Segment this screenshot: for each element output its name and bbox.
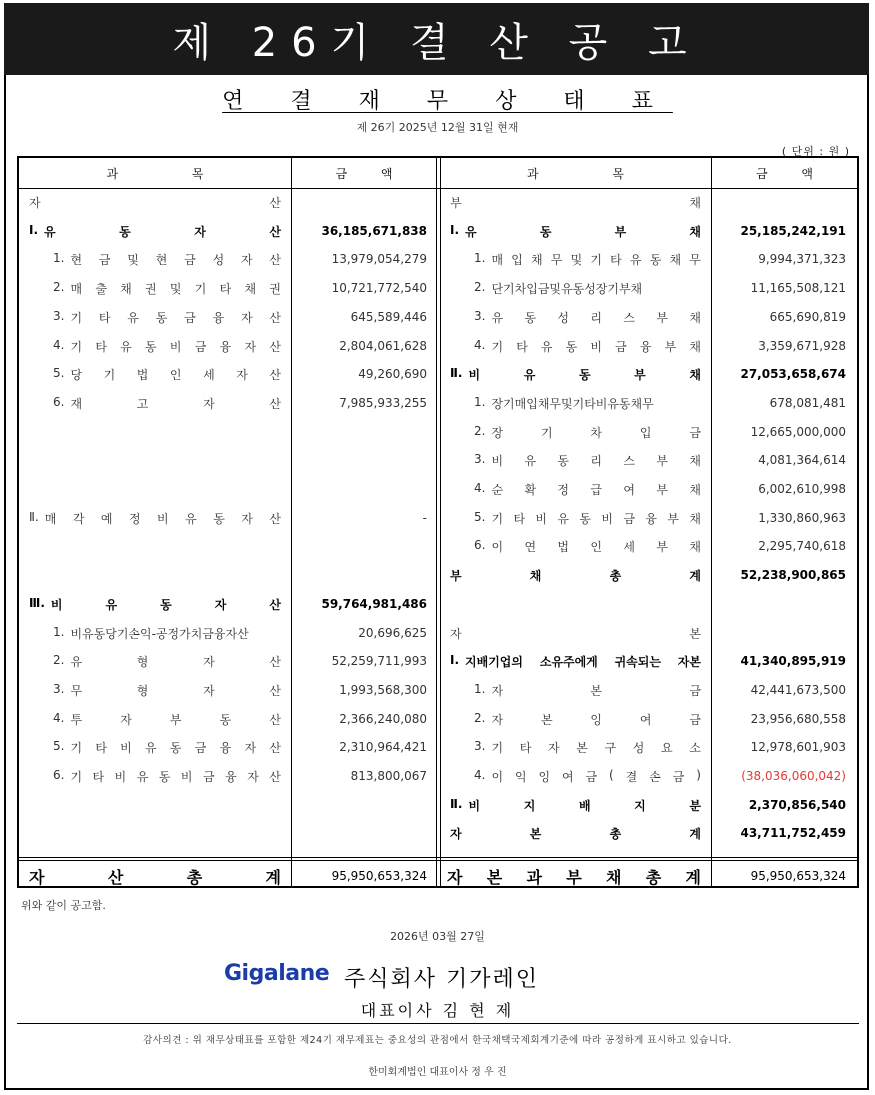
- label-text: 부 채 총 계: [450, 569, 701, 584]
- label-text: 현 금 및 현 금 성 자 산: [70, 253, 281, 268]
- asset-item-label: [29, 223, 281, 240]
- label-prefix: 4.: [474, 481, 486, 495]
- liab-equity-total-label: [447, 865, 701, 887]
- header-left-amount: [292, 158, 436, 188]
- label-prefix: Ⅲ.: [29, 595, 45, 610]
- period-line: 제 26기 2025년 12월 31일 현재: [356, 121, 519, 134]
- liability-item-amount: 2,295,740,618: [758, 539, 846, 554]
- header-right-amount-text: 금 액: [756, 166, 813, 181]
- liability-item-amount: 665,690,819: [769, 309, 846, 324]
- label-text: 비 유 동 리 스 부 채: [491, 454, 701, 469]
- label-text: 투 자 부 동 산: [70, 712, 281, 727]
- label-text: 자 본 금: [491, 683, 701, 698]
- company-logo: Gigalane: [224, 961, 330, 986]
- label-prefix: 1.: [474, 394, 486, 409]
- label-text: 기 타 비 유 동 비 금 융 자 산: [70, 770, 281, 784]
- header-right-amount: [712, 158, 857, 188]
- liability-item-label: [474, 711, 701, 728]
- label-text: 기 타 유 동 비 금 융 자 산: [70, 339, 281, 354]
- unit-label: ( 단위 : 원 ): [781, 145, 850, 158]
- label-text: 자 본 잉 여 금: [491, 712, 701, 727]
- label-text: 지배기업의 소유주에게 귀속되는 자본: [465, 655, 701, 670]
- label-text: 순 확 정 급 여 부 채: [491, 483, 701, 497]
- asset-item-label: [53, 653, 281, 670]
- liability-item-label: [450, 653, 701, 670]
- balance-sheet-table: [17, 156, 859, 888]
- label-prefix: 3.: [53, 681, 65, 696]
- asset-item-amount: 2,804,061,628: [339, 338, 427, 353]
- asset-item-label: [53, 395, 281, 412]
- label-text: 매 출 채 권 및 기 타 채 권: [70, 282, 281, 297]
- asset-item-label: [53, 366, 281, 383]
- liability-item-label: [474, 338, 701, 355]
- label-prefix: 2.: [53, 653, 65, 668]
- asset-item-label: [29, 596, 281, 613]
- label-text: 재 고 자 산: [70, 396, 281, 411]
- label-prefix: 4.: [474, 337, 486, 352]
- label-prefix: Ⅰ.: [450, 222, 460, 237]
- label-text: 유 동 부 채: [465, 224, 701, 239]
- label-text: 기 타 자 본 구 성 요 소: [491, 741, 701, 756]
- liability-item-label: [474, 395, 701, 412]
- label-text: 유 동 자 산: [44, 224, 281, 239]
- label-prefix: 4.: [53, 710, 65, 725]
- asset-item-amount: 13,979,054,279: [331, 252, 427, 267]
- liability-item-label: [474, 768, 701, 785]
- label-prefix: Ⅱ.: [450, 366, 463, 381]
- asset-item-label: [53, 682, 281, 699]
- liability-item-amount: 41,340,895,919: [740, 654, 846, 669]
- asset-item-label: [53, 739, 281, 756]
- liability-item-label: [474, 309, 701, 326]
- liability-item-amount: 42,441,673,500: [750, 682, 846, 697]
- label-prefix: 2.: [474, 710, 486, 725]
- liability-item-amount: 23,956,680,558: [750, 711, 846, 726]
- label-prefix: 5.: [474, 509, 486, 524]
- asset-item-label: [53, 251, 281, 268]
- header-left-item: [19, 158, 291, 188]
- label-text: 매 입 채 무 및 기 타 유 동 채 무: [491, 253, 701, 268]
- liability-item-label: [450, 625, 701, 642]
- liability-item-amount: (38,036,060,042): [741, 769, 846, 783]
- liability-item-label: [474, 538, 701, 555]
- label-text: 자 본: [450, 626, 701, 641]
- liability-item-amount: 6,002,610,998: [758, 482, 846, 496]
- company-name: 주식회사 기가레인: [344, 967, 540, 992]
- liability-item-amount: 3,359,671,928: [758, 338, 846, 353]
- total-rule: [19, 860, 857, 861]
- label-prefix: 1.: [474, 251, 486, 266]
- label-text: 기 타 비 유 동 금 융 자 산: [70, 741, 281, 756]
- asset-item-amount: 36,185,671,838: [321, 223, 427, 238]
- label-text: 부 채: [450, 196, 701, 210]
- label-text: 자 본 총 계: [450, 827, 701, 842]
- liability-item-amount: 2,370,856,540: [748, 797, 846, 812]
- asset-item-amount: 813,800,067: [350, 769, 427, 783]
- asset-item-amount: 52,259,711,993: [331, 654, 427, 669]
- statement-title: [0, 84, 875, 115]
- label-text: 기 타 유 동 금 융 자 산: [70, 310, 281, 325]
- liability-item-label: [474, 510, 701, 527]
- label-text: 비유동당기손익-공정가치금융자산: [70, 626, 249, 641]
- liability-item-label: [474, 251, 701, 268]
- asset-item-amount: -: [422, 510, 427, 525]
- label-prefix: Ⅱ.: [450, 796, 463, 811]
- label-text: 자 산 총 계: [29, 867, 281, 887]
- label-text: 이 연 법 인 세 부 채: [491, 540, 701, 555]
- liability-item-amount: 12,978,601,903: [750, 740, 846, 755]
- asset-item-label: [29, 194, 281, 211]
- liability-item-amount: 12,665,000,000: [750, 424, 846, 439]
- asset-item-amount: 2,310,964,421: [339, 740, 427, 755]
- header-right-item-text: 과 목: [527, 166, 624, 181]
- asset-item-label: [53, 280, 281, 297]
- label-prefix: Ⅰ.: [29, 222, 39, 237]
- liability-item-amount: 678,081,481: [769, 395, 846, 410]
- liability-item-amount: 4,081,364,614: [758, 453, 846, 468]
- label-text: 비 유 동 자 산: [50, 597, 281, 612]
- label-text: 비 유 동 부 채: [468, 368, 701, 383]
- label-prefix: 3.: [474, 452, 486, 467]
- header-right-item: [440, 158, 711, 188]
- label-text: 비 지 배 지 분: [468, 798, 701, 813]
- label-text: 기 타 유 동 비 금 융 부 채: [491, 339, 701, 354]
- label-prefix: 5.: [53, 739, 65, 754]
- divider: [17, 1023, 859, 1024]
- label-prefix: Ⅰ.: [450, 653, 460, 668]
- label-prefix: 6.: [53, 394, 65, 409]
- asset-item-label: [53, 711, 281, 728]
- liability-item-amount: 1,330,860,963: [758, 510, 846, 525]
- liability-item-label: [450, 194, 701, 211]
- label-text: 장 기 차 입 금: [491, 425, 701, 440]
- asset-item-amount: 49,260,690: [358, 367, 427, 382]
- label-prefix: 1.: [53, 251, 65, 266]
- asset-item-amount: 7,985,933,255: [339, 395, 427, 410]
- liability-item-label: [450, 223, 701, 240]
- label-prefix: 2.: [474, 280, 486, 295]
- statement-title-text: 연 결 재 무 상 태 표: [222, 89, 673, 114]
- asset-item-label: [53, 625, 281, 642]
- liability-item-label: [450, 366, 701, 383]
- label-prefix: 6.: [474, 538, 486, 553]
- liability-item-amount: 52,238,900,865: [740, 568, 846, 583]
- auditor-signature: 한미회계법인 대표이사 정 우 진: [368, 1067, 507, 1078]
- label-text: 장기매입채무및기타비유동채무: [491, 396, 654, 411]
- label-prefix: 2.: [474, 423, 486, 438]
- ceo-name: 대표이사 김 현 제: [360, 1001, 515, 1020]
- label-text: 무 형 자 산: [70, 683, 281, 698]
- label-text: 당 기 법 인 세 자 산: [70, 368, 281, 383]
- asset-item-label: [53, 768, 281, 785]
- label-prefix: 2.: [53, 280, 65, 295]
- label-text: 단기차입금및유동성장기부채: [491, 282, 643, 297]
- asset-item-amount: 59,764,981,486: [321, 596, 427, 611]
- liability-item-amount: 9,994,371,323: [758, 252, 846, 267]
- header-left-item-text: 과 목: [106, 166, 204, 181]
- label-text: 기 타 비 유 동 비 금 융 부 채: [491, 511, 701, 526]
- assets-total-amount: 95,950,653,324: [331, 869, 427, 883]
- liability-item-label: [474, 481, 701, 498]
- label-text: 이 익 잉 여 금 ( 결 손 금 ): [491, 768, 701, 784]
- liab-equity-total-amount: 95,950,653,324: [750, 869, 846, 883]
- liability-item-amount: 25,185,242,191: [740, 223, 846, 238]
- label-text: 자 산: [29, 196, 281, 210]
- liability-item-amount: 43,711,752,459: [740, 826, 846, 841]
- asset-item-label: [29, 510, 281, 527]
- asset-item-label: [53, 309, 281, 326]
- header-rule: [19, 188, 857, 189]
- label-prefix: Ⅱ.: [29, 509, 39, 524]
- asset-item-amount: 10,721,772,540: [331, 281, 427, 296]
- label-text: 유 형 자 산: [70, 655, 281, 670]
- notice-statement: 위와 같이 공고함.: [21, 899, 106, 912]
- label-prefix: 3.: [474, 308, 486, 323]
- liability-item-amount: 27,053,658,674: [740, 367, 846, 382]
- header-left-amount-text: 금 액: [335, 166, 393, 181]
- label-prefix: 5.: [53, 366, 65, 381]
- label-text: 매 각 예 정 비 유 동 자 산: [44, 511, 281, 526]
- announce-date: 2026년 03월 27일: [390, 930, 485, 943]
- liability-item-label: [474, 280, 701, 297]
- center-divider: [436, 158, 441, 886]
- label-prefix: 3.: [474, 739, 486, 754]
- label-prefix: 1.: [53, 624, 65, 639]
- label-prefix: 1.: [474, 681, 486, 696]
- asset-item-amount: 1,993,568,300: [339, 682, 427, 697]
- liability-item-amount: 11,165,508,121: [750, 281, 846, 296]
- audit-opinion: 감사의견 : 위 재무상태표를 포함한 제24기 재무제표는 중요성의 관점에서 한국채택국제회계기준에 따라 공정하게 표시하고 있습니다.: [143, 1035, 732, 1046]
- notice-banner: 제 26기 결 산 공 고: [4, 3, 869, 75]
- assets-total-label: [29, 865, 281, 887]
- label-prefix: 6.: [53, 768, 65, 782]
- asset-item-amount: 645,589,446: [350, 309, 427, 324]
- asset-item-amount: 20,696,625: [358, 625, 427, 640]
- liability-item-label: [474, 682, 701, 699]
- liability-item-label: [474, 739, 701, 756]
- asset-item-label: [53, 338, 281, 355]
- total-rule: [19, 857, 857, 858]
- liability-item-label: [450, 825, 701, 842]
- liability-item-label: [474, 424, 701, 441]
- liability-item-label: [450, 797, 701, 814]
- label-prefix: 4.: [474, 768, 486, 782]
- label-text: 유 동 성 리 스 부 채: [491, 310, 701, 325]
- label-prefix: 4.: [53, 337, 65, 352]
- asset-item-amount: 2,366,240,080: [339, 711, 427, 726]
- label-prefix: 3.: [53, 308, 65, 323]
- label-text: 자 본 과 부 채 총 계: [447, 867, 701, 887]
- liability-item-label: [450, 567, 701, 584]
- liability-item-label: [474, 452, 701, 469]
